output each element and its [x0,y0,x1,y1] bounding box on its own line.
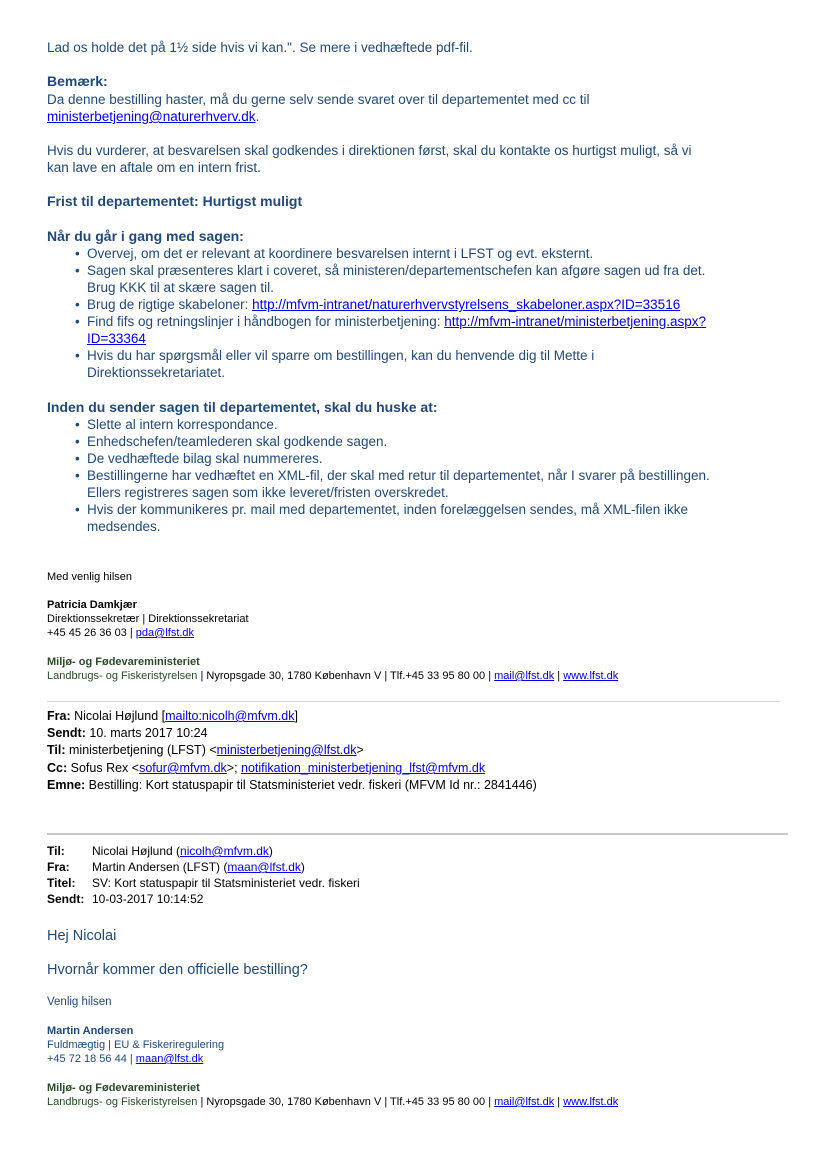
ministerbetjening-email-link[interactable]: ministerbetjening@naturerhverv.dk [47,109,256,124]
fwd-cc-line: Cc: Sofus Rex <sofur@mfvm.dk>; notifikation_ministerbetjening_lfst@mfvm.dk [47,761,486,775]
fwd-fra-line: Fra: Nicolai Højlund [mailto:nicolh@mfvm.dk] [47,709,298,723]
fwd-fra-mailto-link[interactable]: mailto:nicolh@mfvm.dk [165,709,295,723]
sig1-web-link[interactable]: www.lfst.dk [563,670,619,682]
naar-list [60,245,706,381]
msg-fra-line: Fra: Martin Andersen (LFST) (maan@lfst.dk) [47,860,305,874]
list-item: • Overvej, om det er relevant at koordinere besvarelsen internt i LFST og evt. eksternt. [75,246,594,261]
ministerbetjening-intranet-link[interactable]: http://mfvm-intranet/ministerbetjening.aspx? [444,314,707,329]
direktion-line-1: Hvis du vurderer, at besvarelsen skal godkendes i direktionen først, skal du kontakte os hurtigst muligt, så vi [47,143,692,158]
ministerbetjening-intranet-link-id[interactable]: ID=33364 [87,331,146,346]
sig1-address: | Nyropsgade 30, 1780 København V | Tlf.+45 33 95 80 00 | [197,670,495,682]
list-item: • Hvis du har spørgsmål eller vil sparre om bestillingen, kan du henvende dig til Mette i Direktionssekretariatet. [75,348,595,380]
naar-heading: Når du går i gang med sagen: [47,228,244,244]
intro-line: Lad os holde det på 1½ side hvis vi kan.". Se mere i vedhæftede pdf-fil. [47,40,473,55]
skabeloner-link[interactable]: http://mfvm-intranet/naturerhvervstyrelsens_skabeloner.aspx?ID=33516 [252,297,681,312]
frist-heading: Frist til departementet: Hurtigst muligt [47,193,303,209]
separator [47,701,780,702]
msg-fra-email-link[interactable]: maan@lfst.dk [227,860,301,874]
sig2-mail-link[interactable]: mail@lfst.dk [494,1096,555,1108]
list-item: • Enhedschefen/teamlederen skal godkende sagen. [75,434,388,449]
email-suffix: . [255,109,260,124]
list-item: • Brug de rigtige skabeloner: http://mfvm-intranet/naturerhvervstyrelsens_skabeloner.aspx?ID=33516 [75,297,681,312]
bemaerk-heading: Bemærk: [47,73,108,89]
sig2-email-link[interactable]: maan@lfst.dk [135,1053,204,1065]
direktion-line-2: kan lave en aftale om en intern frist. [47,160,261,175]
sig2-agency: Landbrugs- og Fiskeristyrelsen [47,1096,198,1108]
fwd-emne-line: Emne: Bestilling: Kort statuspapir til Statsministeriet vedr. fiskeri (MFVM Id nr.: 2841446) [47,778,537,792]
sig2-name: Martin Andersen [47,1025,134,1037]
sig2-address: | Nyropsgade 30, 1780 København V | Tlf.+45 33 95 80 00 | [197,1096,495,1108]
fwd-sendt-line: Sendt: 10. marts 2017 10:24 [47,726,208,740]
list-item: • Bestillingerne har vedhæftet en XML-fil, der skal med retur til departementet, når I svarer på bestillingen. Ellers registreres sagen som ikke leveret/fristen overskredet. [75,468,710,500]
list-item: • Hvis der kommunikeres pr. mail med departementet, inden forelæggelsen sendes, må XML-filen ikke medsendes. [75,502,689,534]
inden-list [60,416,710,535]
sig1-phone-line [47,626,194,640]
sig2-address-line: Landbrugs- og Fiskeristyrelsen | Nyropsgade 30, 1780 København V | Tlf.+45 33 95 80 00 | mail@lfst.dk | www.lfst.dk [47,1096,619,1108]
sig1-name: Patricia Damkjær [47,599,137,611]
sig1-phone: +45 45 26 36 03 | [47,627,136,639]
msg-greeting: Hej Nicolai [47,928,117,944]
sig1-mail-link[interactable]: mail@lfst.dk [494,670,555,682]
sig2-title: Fuldmægtig | EU & Fiskeriregulering [47,1039,225,1051]
sig2-phone-line [47,1052,203,1066]
list-item: • De vedhæftede bilag skal nummereres. [75,451,323,466]
list-item: • Slette al intern korrespondance. [75,417,278,432]
sig2-greeting: Venlig hilsen [47,996,112,1008]
list-item: • Sagen skal præsenteres klart i coveret, så ministeren/departementschefen kan afgøre sagen ud fra det. Brug KKK til at skære sagen til. [75,263,706,295]
sig1-ministry: Miljø- og Fødevareministeriet [47,656,200,668]
fwd-til-line: Til: ministerbetjening (LFST) <ministerbetjening@lfst.dk> [47,743,364,757]
bemaerk-email-line [47,108,259,125]
bemaerk-line: Da denne bestilling haster, må du gerne selv sende svaret over til departementet med cc til [47,92,590,107]
msg-til-email-link[interactable]: nicolh@mfvm.dk [180,844,269,858]
msg-sendt-line: Sendt: 10-03-2017 10:14:52 [47,892,204,906]
list-item: • Find fifs og retningslinjer i håndbogen for ministerbetjening: http://mfvm-intranet/ministerbetjening.aspx? ID=33364 [75,314,707,346]
sig2-phone: +45 72 18 56 44 | [47,1053,136,1065]
separator-2 [47,833,788,835]
sig2-web-link[interactable]: www.lfst.dk [563,1096,619,1108]
msg-til-line: Til: Nicolai Højlund (nicolh@mfvm.dk) [47,844,273,858]
sig1-agency: Landbrugs- og Fiskeristyrelsen [47,670,198,682]
fwd-cc-email-link-1[interactable]: sofur@mfvm.dk [139,761,227,775]
sig1-greeting: Med venlig hilsen [47,571,132,583]
sig1-title: Direktionssekretær | Direktionssekretariat [47,613,249,625]
inden-heading: Inden du sender sagen til departementet, skal du huske at: [47,399,438,415]
msg-question: Hvornår kommer den officielle bestilling? [47,962,308,978]
fwd-cc-email-link-2[interactable]: notifikation_ministerbetjening_lfst@mfvm.dk [241,761,486,775]
sig1-email-link[interactable]: pda@lfst.dk [135,627,195,639]
sig1-address-line: Landbrugs- og Fiskeristyrelsen | Nyropsgade 30, 1780 København V | Tlf.+45 33 95 80 00 | mail@lfst.dk | www.lfst.dk [47,670,619,682]
sig2-ministry: Miljø- og Fødevareministeriet [47,1082,200,1094]
msg-titel-line: Titel: SV: Kort statuspapir til Statsministeriet vedr. fiskeri [47,876,360,890]
fwd-til-email-link[interactable]: ministerbetjening@lfst.dk [216,743,357,757]
